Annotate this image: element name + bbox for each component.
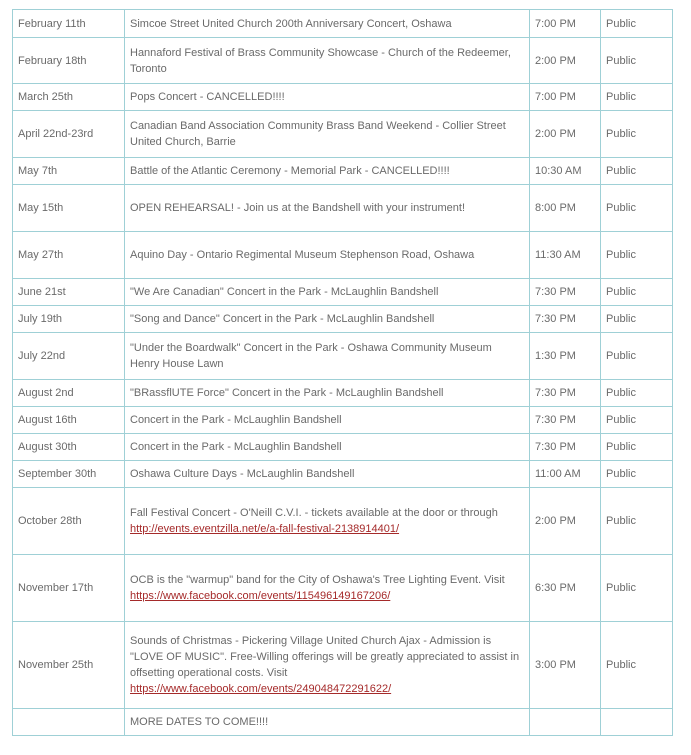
event-text: MORE DATES TO COME!!!! [130, 716, 269, 728]
event-text: Battle of the Atlantic Ceremony - Memorial Park - CANCELLED!!!! [130, 165, 450, 177]
event-access: Public [601, 158, 673, 185]
event-date: April 22nd-23rd [13, 111, 125, 158]
event-date: June 21st [13, 279, 125, 306]
event-access: Public [601, 84, 673, 111]
event-row [13, 158, 673, 185]
event-description [125, 111, 530, 158]
event-text: Oshawa Culture Days - McLaughlin Bandshell [130, 468, 355, 480]
event-time: 7:30 PM [530, 279, 601, 306]
event-text: Pops Concert - CANCELLED!!!! [130, 91, 285, 103]
event-text: OPEN REHEARSAL! - Join us at the Bandshell with your instrument! [130, 202, 466, 214]
event-time: 11:30 AM [530, 232, 601, 279]
event-description [125, 185, 530, 232]
event-time: 2:00 PM [530, 488, 601, 555]
event-text: "Song and Dance" Concert in the Park - McLaughlin Bandshell [130, 313, 435, 325]
event-date: November 17th [13, 555, 125, 622]
event-text: Hannaford Festival of Brass Community Showcase - Church of the Redeemer, Toronto [130, 46, 511, 75]
event-link[interactable]: http://events.eventzilla.net/e/a-fall-festival-2138914401/ [130, 523, 400, 535]
event-date [13, 709, 125, 736]
event-text: Concert in the Park - McLaughlin Bandshell [130, 414, 342, 426]
event-row [13, 232, 673, 279]
event-time: 10:30 AM [530, 158, 601, 185]
event-description [125, 461, 530, 488]
event-text: Sounds of Christmas - Pickering Village United Church Ajax - Admission is "LOVE OF MUSIC". Free-Willing offerings will be greatly appreciated to assist in offsetting operational costs. Visit [130, 635, 520, 679]
event-text: Concert in the Park - McLaughlin Bandshell [130, 441, 342, 453]
event-date: November 25th [13, 622, 125, 709]
event-time: 7:30 PM [530, 434, 601, 461]
event-row [13, 407, 673, 434]
event-text: Aquino Day - Ontario Regimental Museum Stephenson Road, Oshawa [130, 249, 475, 261]
event-text: Simcoe Street United Church 200th Anniversary Concert, Oshawa [130, 17, 452, 30]
event-row [13, 306, 673, 333]
event-description [125, 306, 530, 333]
event-row [13, 111, 673, 158]
event-row [13, 622, 673, 709]
event-date: May 15th [13, 185, 125, 232]
event-access: Public [601, 380, 673, 407]
event-time [530, 709, 601, 736]
event-row [13, 333, 673, 380]
event-time: 3:00 PM [530, 622, 601, 709]
event-date: May 7th [13, 158, 125, 185]
event-row [13, 461, 673, 488]
event-description [125, 333, 530, 380]
event-date: May 27th [13, 232, 125, 279]
event-row [13, 380, 673, 407]
event-link[interactable]: https://www.facebook.com/events/249048472291622/ [130, 683, 392, 695]
event-date: August 16th [13, 407, 125, 434]
event-date: August 2nd [13, 380, 125, 407]
event-access: Public [601, 555, 673, 622]
event-description [125, 10, 530, 38]
event-description [125, 555, 530, 622]
event-access: Public [601, 279, 673, 306]
event-text: "BRassflUTE Force" Concert in the Park - McLaughlin Bandshell [130, 387, 444, 399]
event-description [125, 158, 530, 185]
event-row [13, 555, 673, 622]
event-row [13, 84, 673, 111]
event-description [125, 38, 530, 84]
event-date: October 28th [13, 488, 125, 555]
event-time: 7:00 PM [530, 84, 601, 111]
event-access: Public [601, 461, 673, 488]
event-time: 6:30 PM [530, 555, 601, 622]
event-description [125, 622, 530, 709]
event-row [13, 434, 673, 461]
event-date: February 18th [13, 38, 125, 84]
event-access [601, 709, 673, 736]
event-access: Public [601, 622, 673, 709]
event-description [125, 488, 530, 555]
event-access: Public [601, 38, 673, 84]
event-time: 7:30 PM [530, 407, 601, 434]
event-row [13, 488, 673, 555]
event-access: Public [601, 488, 673, 555]
event-date: March 25th [13, 84, 125, 111]
event-description [125, 407, 530, 434]
event-description [125, 84, 530, 111]
event-row [13, 185, 673, 232]
event-time: 2:00 PM [530, 38, 601, 84]
event-text: OCB is the "warmup" band for the City of Oshawa's Tree Lighting Event. Visit [130, 574, 505, 586]
event-row [13, 279, 673, 306]
event-description [125, 232, 530, 279]
event-time: 8:00 PM [530, 185, 601, 232]
event-access: Public [601, 306, 673, 333]
event-description [125, 709, 530, 736]
event-time: 7:00 PM [530, 10, 601, 38]
event-text: "Under the Boardwalk" Concert in the Park - Oshawa Community Museum Henry House Lawn [130, 342, 492, 370]
event-time: 11:00 AM [530, 461, 601, 488]
event-text: "We Are Canadian" Concert in the Park - McLaughlin Bandshell [130, 286, 439, 298]
event-row [13, 709, 673, 736]
event-description [125, 279, 530, 306]
event-link[interactable]: https://www.facebook.com/events/115496149167206/ [130, 590, 391, 602]
event-description [125, 380, 530, 407]
event-access: Public [601, 407, 673, 434]
event-access: Public [601, 10, 673, 38]
event-date: February 11th [13, 10, 125, 38]
event-description [125, 434, 530, 461]
event-text: Canadian Band Association Community Brass Band Weekend - Collier Street United Church, Barrie [130, 120, 506, 148]
event-access: Public [601, 333, 673, 380]
events-table [12, 9, 673, 736]
event-access: Public [601, 111, 673, 158]
event-time: 7:30 PM [530, 380, 601, 407]
event-row [13, 38, 673, 84]
event-time: 1:30 PM [530, 333, 601, 380]
event-date: September 30th [13, 461, 125, 488]
event-access: Public [601, 232, 673, 279]
event-time: 7:30 PM [530, 306, 601, 333]
event-text: Fall Festival Concert - O'Neill C.V.I. - tickets available at the door or through [130, 507, 498, 519]
event-time: 2:00 PM [530, 111, 601, 158]
event-date: July 22nd [13, 333, 125, 380]
event-access: Public [601, 185, 673, 232]
event-row [13, 10, 673, 38]
event-access: Public [601, 434, 673, 461]
event-date: August 30th [13, 434, 125, 461]
event-date: July 19th [13, 306, 125, 333]
